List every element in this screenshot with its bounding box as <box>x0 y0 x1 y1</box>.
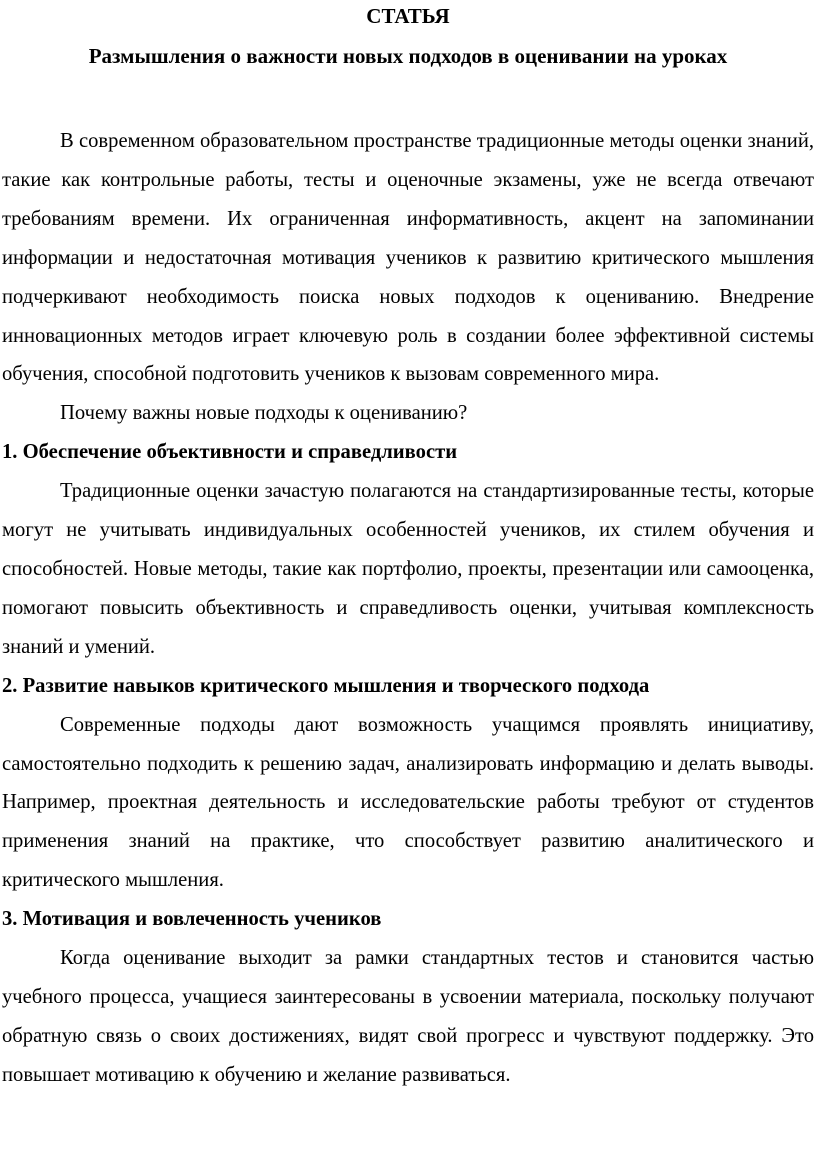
section-heading: 2. Развитие навыков критического мышления и творческого подхода <box>2 674 650 697</box>
section-paragraph: Традиционные оценки зачастую полагаются на стандартизированные тесты, которые могут не учитывать индивидуальных особенностей учеников, их стилем обучения и способностей. Новые методы, такие как портфолио, проекты, презентации или самооценка, помогают повысить объективность и справедливость оценки, учитывая комплексность знаний и умений. <box>2 480 814 658</box>
document-title: Размышления о важности новых подходов в оценивании на уроках <box>88 44 728 68</box>
question-line: Почему важны новые подходы к оцениванию? <box>60 402 468 425</box>
section-heading: 3. Мотивация и вовлеченность учеников <box>2 908 382 931</box>
intro-paragraph: В современном образовательном пространстве традиционные методы оценки знаний, такие как контрольные работы, тесты и оценочные экзамены, уже не всегда отвечают требованиям времени. Их ограниченная информативность, акцент на запоминании информации и недостаточная мотивация учеников к развитию критического мышления подчеркивают необходимость поиска новых подходов к оцениванию. Внедрение инновационных методов играет ключевую роль в создании более эффективной системы обучения, способной подготовить учеников к вызовам современного мира. <box>2 130 814 386</box>
section-paragraph: Когда оценивание выходит за рамки стандартных тестов и становится частью учебного процесса, учащиеся заинтересованы в усвоении материала, поскольку получают обратную связь о своих достижениях, видят свой прогресс и чувствуют поддержку. Это повышает мотивацию к обучению и желание развиваться. <box>2 947 814 1086</box>
document-heading: СТАТЬЯ <box>366 4 450 28</box>
section-paragraph: Современные подходы дают возможность учащимся проявлять инициативу, самостоятельно подходить к решению задач, анализировать информацию и делать выводы. Например, проектная деятельность и исследовательские работы требуют от студентов применения знаний на практике, что способствует развитию аналитического и критического мышления. <box>2 713 814 892</box>
section-heading: 1. Обеспечение объективности и справедливости <box>2 441 458 464</box>
document-body <box>2 122 814 1095</box>
